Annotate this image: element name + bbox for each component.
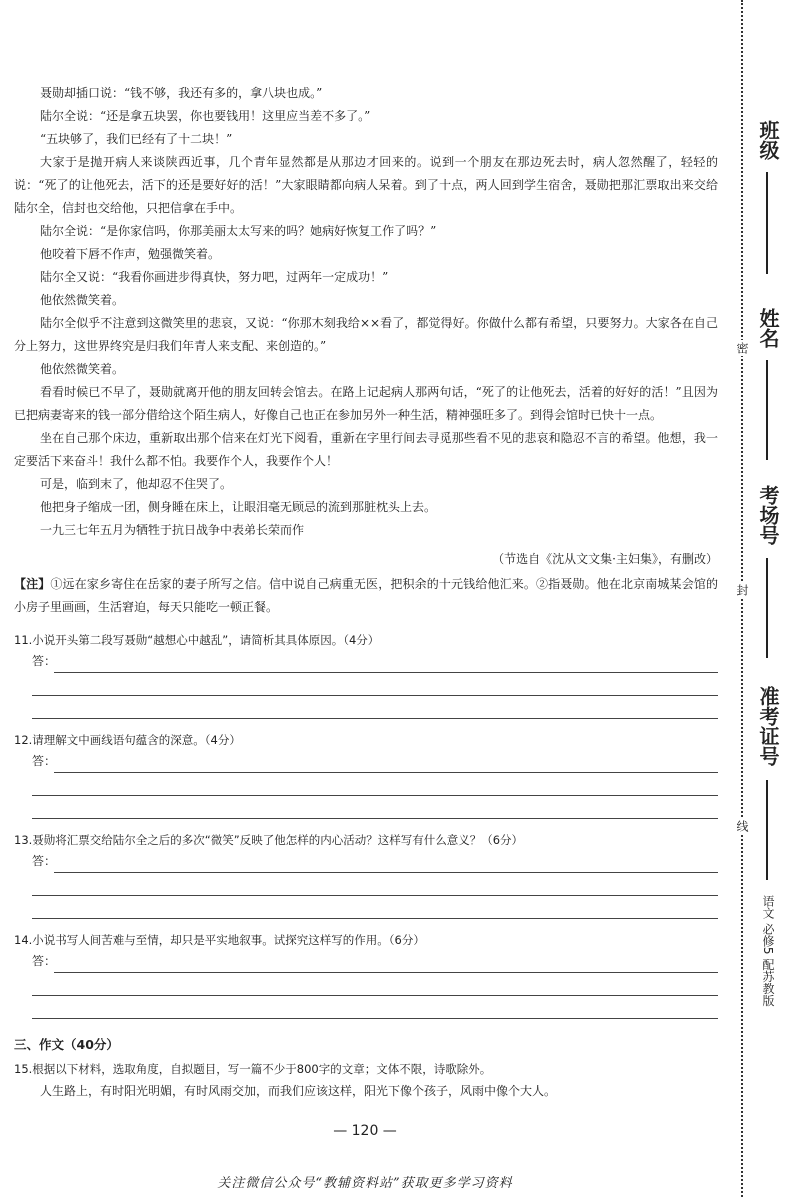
page-number: — 120 — — [333, 1123, 397, 1139]
passage-paragraph: 看看时候已不早了，聂勋就离开他的朋友回转会馆去。在路上记起病人那两句话，“死了的让他死去，活着的好好的活！”且因为已把病妻寄来的钱一部分借给这个陌生病人，好像自己也正在参加另外一种生活，精神强旺多了。到得会馆时已快十一点。 — [14, 385, 718, 422]
question-15: 15.根据以下材料，选取角度，自拟题目，写一篇不少于800字的文章；文体不限，诗歌除外。 — [14, 1062, 492, 1076]
answer-area-14[interactable] — [32, 951, 718, 973]
name-field-label: 姓名 — [756, 308, 780, 348]
answer-line — [32, 796, 718, 819]
class-field-line[interactable] — [766, 172, 768, 274]
ticket-field-label: 准考证号 — [756, 686, 780, 766]
passage-paragraph: 陆尔全又说：“我看你画进步得真快，努力吧，过两年一定成功！” — [40, 270, 389, 284]
seal-mark-feng: 封 — [735, 584, 749, 596]
note-text: ①远在家乡寄住在岳家的妻子所写之信。信中说自己病重无医，把积余的十元钱给他汇来。②指聂勋。他在北京南城某会馆的小房子里画画，生活窘迫，每天只能吃一顿正餐。 — [14, 577, 718, 614]
writing-material: 人生路上，有时阳光明媚，有时风雨交加，而我们应该这样，阳光下像个孩子，风雨中像个大人。 — [40, 1084, 557, 1098]
passage-paragraph: 他依然微笑着。 — [40, 362, 125, 376]
question-11: 11.小说开头第二段写聂勋“越想心中越乱”，请简析其具体原因。（4分） — [14, 633, 380, 647]
binding-dotted-line — [741, 0, 743, 1197]
subject-label: 语文 必修5 配苏教版 — [761, 895, 775, 1007]
passage-paragraph: 聂勋却插口说：“钱不够，我还有多的，拿八块也成。” — [40, 86, 323, 100]
answer-line — [54, 758, 718, 773]
question-14: 14.小说书写人间苦难与至情，却只是平实地叙事。试探究这样写的作用。（6分） — [14, 933, 425, 947]
answer-line — [32, 996, 718, 1019]
answer-label: 答： — [32, 654, 57, 668]
room-field-line[interactable] — [766, 558, 768, 658]
document-body — [14, 82, 718, 1103]
answer-label: 答： — [32, 954, 57, 968]
name-field-line[interactable] — [766, 360, 768, 460]
footer-text: 关注微信公众号“教辅资料站”获取更多学习资料 — [217, 1176, 513, 1191]
note-label: 【注】 — [14, 577, 51, 591]
passage-paragraph: 可是，临到末了，他却忍不住哭了。 — [40, 477, 233, 491]
passage-paragraph: 他咬着下唇不作声，勉强微笑着。 — [40, 247, 221, 261]
annotation-note — [14, 573, 718, 619]
ticket-field-line[interactable] — [766, 780, 768, 880]
seal-mark-mi: 密 — [735, 342, 749, 354]
answer-line — [32, 973, 718, 996]
room-field-label: 考场号 — [756, 485, 780, 545]
answer-area-13[interactable] — [32, 851, 718, 873]
answer-line — [54, 958, 718, 973]
passage-paragraph: 陆尔全说：“是你家信吗，你那美丽太太写来的吗？她病好恢复工作了吗？” — [40, 224, 437, 238]
passage-paragraph: 他把身子缩成一团，侧身睡在床上，让眼泪毫无顾忌的流到那脏枕头上去。 — [40, 500, 437, 514]
answer-line — [32, 673, 718, 696]
passage-paragraph: 大家于是抛开病人来谈陕西近事，几个青年显然都是从那边才回来的。说到一个朋友在那边死去时，病人忽然醒了，轻轻的说：“死了的让他死去，活下的还是要好好的活！”大家眼睛都向病人呆着。到了十点，两人回到学生宿舍，聂勋把那汇票取出来交给陆尔全，信封也交给他，只把信拿在手中。 — [14, 155, 718, 215]
answer-line — [54, 858, 718, 873]
passage-paragraph: 陆尔全说：“还是拿五块罢，你也要钱用！这里应当差不多了。” — [40, 109, 371, 123]
passage-paragraph: “五块够了，我们已经有了十二块！” — [40, 132, 233, 146]
answer-label: 答： — [32, 854, 57, 868]
seal-mark-xian: 线 — [735, 820, 749, 832]
answer-line — [54, 658, 718, 673]
passage-dedication: 一九三七年五月为牺牲于抗日战争中表弟长荣而作 — [40, 523, 305, 537]
answer-label: 答： — [32, 754, 57, 768]
question-12: 12.请理解文中画线语句蕴含的深意。（4分） — [14, 733, 241, 747]
question-13: 13.聂勋将汇票交给陆尔全之后的多次“微笑”反映了他怎样的内心活动？这样写有什么意义？（6分） — [14, 833, 524, 847]
passage-paragraph: 陆尔全似乎不注意到这微笑里的悲哀，又说：“你那木刻我给××看了，都觉得好。你做什么都有希望，只要努力。大家各在自己分上努力，这世界终究是归我们年青人来支配、来创造的。” — [14, 316, 718, 353]
passage-paragraph: 坐在自己那个床边，重新取出那个信来在灯光下阅看，重新在字里行间去寻觅那些看不见的悲哀和隐忍不言的希望。他想，我一定要活下来奋斗！我什么都不怕。我要作个人，我要作个人！ — [14, 431, 718, 468]
passage-paragraph: 他依然微笑着。 — [40, 293, 125, 307]
class-field-label: 班级 — [756, 120, 780, 160]
answer-line — [32, 696, 718, 719]
answer-line — [32, 873, 718, 896]
answer-line — [32, 773, 718, 796]
section-heading-writing: 三、作文（40分） — [14, 1037, 119, 1052]
answer-area-12[interactable] — [32, 751, 718, 773]
source-citation: （节选自《沈从文文集·主妇集》，有删改） — [492, 552, 718, 566]
answer-line — [32, 896, 718, 919]
answer-area-11[interactable] — [32, 651, 718, 673]
